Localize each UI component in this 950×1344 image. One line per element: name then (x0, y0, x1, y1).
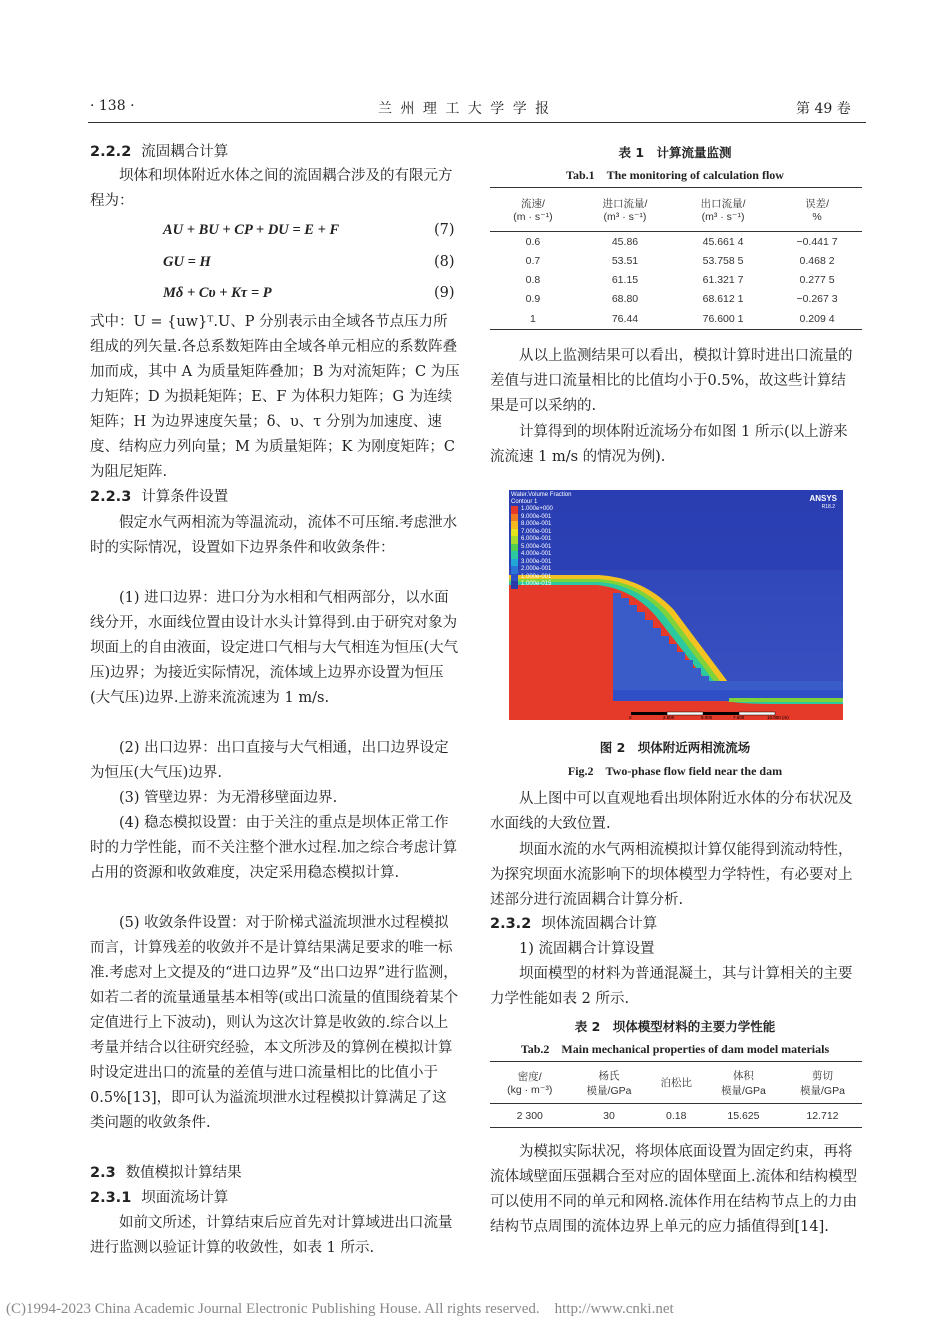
table-2-caption-en: Tab.2 Main mechanical properties of dam model materials (520, 1042, 830, 1056)
section-2-3-1-heading (90, 1186, 228, 1211)
table-2-caption-cn: 表 2 坝体模型材料的主要力学性能 (574, 1019, 776, 1034)
paragraph: (4) 稳态模拟设置：由于关注的重点是坝体正常工作时的力学性能，而不关注整个泄水过程.加之综合考虑计算占用的资源和收敛难度，决定采用稳态模拟计算. (90, 815, 458, 881)
paragraph: 坝面模型的材料为普通混凝土，其与计算相关的主要力学性能如表 2 所示. (490, 966, 853, 1007)
legend-swatch (511, 536, 518, 544)
legend-item (511, 574, 571, 582)
legend-item (511, 559, 571, 567)
figure-2-caption-en: Fig.2 Two-phase flow field near the dam (567, 764, 783, 778)
paragraph: (3) 管壁边界：为无滑移壁面边界. (119, 790, 338, 806)
paragraph: 1) 流固耦合计算设置 (519, 941, 655, 957)
paragraph: (2) 出口边界：出口直接与大气相通，出口边界设定为恒压(大气压)边界. (90, 740, 449, 781)
legend-item (511, 536, 571, 544)
equation-9: Mδ + Cυ + Kτ = P (163, 285, 272, 301)
figure-2-caption-cn: 图 2 坝体附近两相流流场 (599, 740, 751, 755)
legend-item (511, 514, 571, 522)
legend-swatch (511, 551, 518, 559)
equation-number: (8) (434, 254, 455, 270)
table-row: 0.7 53.51 53.758 5 0.468 2 (525, 255, 835, 267)
ansys-version: R18.2 (821, 504, 835, 510)
legend-label: 6.000e-001 (521, 536, 552, 543)
section-title: 坝面流场计算 (141, 1190, 229, 1206)
scale-label: 10.000 (m) (767, 715, 789, 720)
paragraph: 计算得到的坝体附近流场分布如图 1 所示(以上游来流流速 1 m/s 的情况为例). (490, 424, 848, 465)
table-row: 0.6 45.86 45.661 4 −0.441 7 (525, 235, 838, 248)
legend-label: 2.000e-001 (521, 566, 552, 573)
legend-swatch (511, 514, 518, 522)
paragraph: 从上图中可以直观地看出坝体附近水体的分布状况及水面线的大致位置. (490, 791, 853, 832)
figure-2 (509, 490, 843, 720)
legend (511, 492, 571, 589)
column-header: 流速/ (m · s⁻¹) (513, 198, 553, 223)
column-header: 出口流量/ (m³ · s⁻¹) (700, 198, 746, 223)
legend-item (511, 551, 571, 559)
legend-label: 1.000e+000 (521, 506, 553, 513)
header-rule (88, 122, 866, 123)
table-1-caption-en: Tab.1 The monitoring of calculation flow (566, 168, 784, 182)
legend-swatch (511, 506, 518, 514)
table-row: 0.8 61.15 61.321 7 0.277 5 (525, 274, 835, 286)
equation-8: GU = H (163, 254, 211, 270)
scale-label: 0 (629, 715, 632, 720)
legend-swatch (511, 559, 518, 567)
section-number: 2.3 (90, 1165, 116, 1181)
legend-item (511, 521, 571, 529)
equation-7: AU + BU + CP + DU = E + F (163, 222, 340, 238)
copyright-footer: (C)1994-2023 China Academic Journal Electronic Publishing House. All rights reserved. http://www.cnki.net (6, 1301, 674, 1317)
legend-label: 4.000e-001 (521, 551, 552, 558)
paragraph: (5) 收敛条件设置：对于阶梯式溢流坝泄水过程模拟而言，计算残差的收敛并不是计算结果满足要求的唯一标准.考虑对上文提及的“进口边界”及“出口边界”进行监测，如若二者的流量通量基本相等(或出口流量的值围绕着某个定值进行上下波动)，则认为这次计算是收敛的.综合以上考量并结合以往研究经验，本文所涉及的算例在模拟计算时设定进出口的流量的差值与进口流量相比的比值小于 0.5%[13]，即可认为溢流坝泄水过程模拟计算满足了这类问题的收敛条件. (90, 915, 459, 1131)
legend-swatch (511, 544, 518, 552)
table-2 (490, 1061, 862, 1128)
ansys-logo: ANSYS (809, 494, 837, 503)
legend-item (511, 529, 571, 537)
legend-label: 9.000e-001 (521, 513, 552, 520)
paragraph: (1) 进口边界：进口分为水相和气相两部分，以水面线分开，水面线位置由设计水头计算得到.由于研究对象为坝面上的自由液面，设定进口气相与大气相连为恒压(大气压)边界；为接近实际情况，流体域上边界亦设置为恒压(大气压)边界.上游来流流速为 1 m/s. (90, 590, 459, 706)
legend-swatch (511, 574, 518, 582)
table-row: 0.9 68.80 68.612 1 −0.267 3 (525, 293, 838, 305)
table-row: 2 300 30 0.18 15.625 12.712 (516, 1109, 839, 1122)
legend-item (511, 581, 571, 589)
paragraph: 假定水气两相流为等温流动，流体不可压缩.考虑泄水时的实际情况，设置如下边界条件和收敛条件： (90, 515, 458, 556)
legend-item (511, 544, 571, 552)
equation-number: (7) (434, 222, 455, 238)
column-header: 体积 模量/GPa (720, 1069, 766, 1097)
legend-swatch (511, 566, 518, 574)
section-number: 2.3.1 (90, 1190, 132, 1206)
paragraph: 如前文所述，计算结束后应首先对计算域进出口流量进行监测以验证计算的收敛性，如表 1 所示. (90, 1215, 453, 1256)
section-2-3-heading (90, 1161, 242, 1186)
column-header: 剪切 模量/GPa (800, 1069, 845, 1097)
legend-item (511, 506, 571, 514)
legend-label: 7.000e-001 (521, 528, 552, 535)
paragraph: 式中：U = {uw}ᵀ.U、P 分别表示由全域各节点压力所组成的列矢量.各总系数矩阵由全域各单元相应的系数阵叠加而成，其中 A 为质量矩阵叠加；B 为对流矩阵；C 为压力矩阵；D 为损耗矩阵；E、F 为体积力矩阵；G 为连续矩阵；H 为边界速度矢量；δ、υ、τ 分别为加速度、速度、结构应力列向量；M 为质量矩阵；K 为刚度矩阵；C 为阻尼矩阵. (90, 314, 460, 480)
journal-title: 兰 州 理 工 大 学 学 报 (378, 101, 552, 117)
legend-swatch (511, 529, 518, 537)
paragraph: 从以上监测结果可以看出，模拟计算时进出口流量的差值与进口流量相比的比值均小于0.5%，故这些计算结果是可以采纳的. (490, 348, 853, 414)
table-1-caption-cn: 表 1 计算流量监测 (618, 145, 732, 160)
paragraph: 坝体和坝体附近水体之间的流固耦合涉及的有限元方程为： (90, 168, 453, 209)
scale-label: 5.000 (701, 715, 713, 720)
section-title: 数值模拟计算结果 (125, 1165, 242, 1181)
equation-number: (9) (434, 285, 455, 301)
section-2-2-3-heading (90, 485, 228, 510)
section-2-3-2-heading (490, 912, 657, 937)
volume-label: 第 49 卷 (796, 101, 851, 117)
legend-items (511, 506, 571, 589)
column-header: 密度/ (kg · m⁻³) (507, 1071, 553, 1096)
table-row: 1 76.44 76.600 1 0.209 4 (530, 312, 835, 325)
table-1 (490, 187, 862, 330)
section-number: 2.2.3 (90, 489, 132, 505)
legend-label: 3.000e-001 (521, 558, 552, 565)
column-header: 杨氏 模量/GPa (586, 1069, 632, 1097)
column-header: 进口流量/ (m³ · s⁻¹) (602, 198, 648, 223)
legend-label: 1.000e-015 (521, 581, 552, 588)
column-header: 误差/ % (805, 198, 829, 223)
section-number: 2.2.2 (90, 144, 132, 160)
scale-label: 2.500 (663, 715, 675, 720)
legend-label: 1.000e-001 (521, 573, 552, 580)
legend-swatch (511, 521, 518, 529)
legend-label: 8.000e-001 (521, 521, 552, 528)
section-title: 坝体流固耦合计算 (541, 916, 658, 932)
column-header: 泊松比 (660, 1077, 692, 1089)
page-number: · 138 · (90, 98, 135, 114)
section-title: 流固耦合计算 (141, 144, 229, 160)
legend-title: Water.Volume Fraction (511, 492, 572, 498)
legend-subtitle: Contour 1 (511, 499, 538, 505)
scale-label: 7.500 (733, 715, 745, 720)
legend-item (511, 566, 571, 574)
legend-label: 5.000e-001 (521, 543, 552, 550)
section-2-2-2-heading (90, 140, 228, 165)
legend-swatch (511, 581, 518, 589)
table-header-row (490, 188, 862, 232)
table-header-row (490, 1062, 862, 1104)
paragraph: 坝面水流的水气两相流模拟计算仅能得到流动特性，为探究坝面水流影响下的坝体模型力学特性，有必要对上述部分进行流固耦合计算分析. (490, 842, 853, 908)
section-number: 2.3.2 (490, 916, 532, 932)
paragraph: 为模拟实际状况，将坝体底面设置为固定约束，再将流体域壁面压强耦合至对应的固体壁面上.流体和结构模型可以使用不同的单元和网格.流体作用在结构节点上的力由结构节点周围的流体边界上单元的应力插值得到[14]. (490, 1144, 858, 1235)
section-title: 计算条件设置 (141, 489, 229, 505)
